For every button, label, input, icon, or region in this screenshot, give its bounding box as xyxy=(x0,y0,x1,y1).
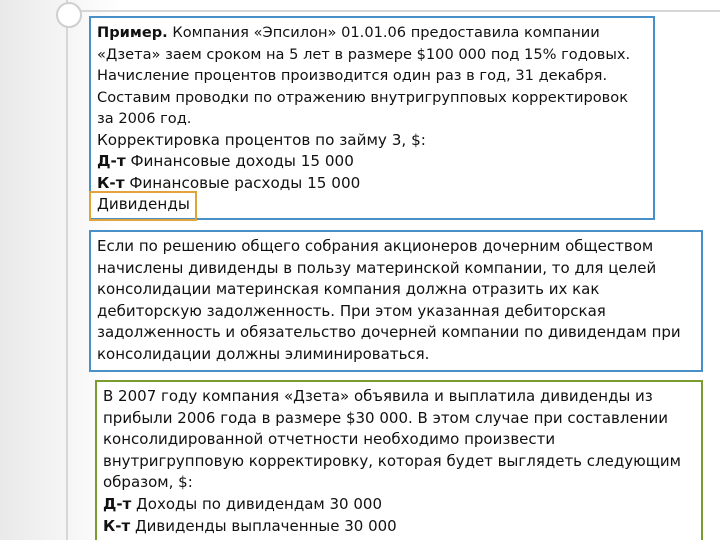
credit-prefix: К-т xyxy=(97,173,125,192)
dividends-explanation-text: Если по решению общего собрания акционеров дочерним обществом начислены дивиденды в пользу материнской компании, то для целей консолидации материнская компания должна отразить их как дебиторскую задолженность. При этом указанная дебиторская задолженность и обязательство дочерней компании по дивидендам при консолидации должны элиминироваться. xyxy=(97,237,681,363)
dividends-example-text: В 2007 году компания «Дзета» объявила и выплатила дивиденды из прибыли 2006 года в размере $30 000. В этом случае при составлении консолидированной отчетности необходимо произвести внутригрупповую корректировку, которая будет выглядеть следующим образом, $: xyxy=(103,387,681,492)
example-paragraph xyxy=(97,22,647,130)
dividends-debit-text: Доходы по дивидендам 30 000 xyxy=(131,494,382,513)
slide-frame-vertical-line xyxy=(66,0,68,540)
dividends-explanation-box xyxy=(89,230,703,372)
example-text-box xyxy=(89,16,655,220)
dividends-debit-prefix: Д-т xyxy=(103,494,132,513)
correction-heading: Корректировка процентов по займу 3, $: xyxy=(97,130,426,149)
dividends-credit-prefix: К-т xyxy=(103,516,131,535)
slide-frame-horizontal-line xyxy=(66,10,720,12)
dividends-highlight-box xyxy=(89,191,197,221)
dividends-example-box xyxy=(95,380,703,540)
example-label: Пример. xyxy=(97,24,168,41)
debit-entry xyxy=(97,151,647,173)
credit-text: Финансовые расходы 15 000 xyxy=(124,173,361,192)
debit-prefix: Д-т xyxy=(97,152,126,170)
dividends-debit-entry xyxy=(103,494,695,516)
example-text: Компания «Эпсилон» 01.01.06 предоставила компании «Дзета» заем сроком на 5 лет в размере $100 000 под 15% годовых. Начисление процентов производится один раз в год, 31 декабря. Составим проводки по отражению внутригрупповых корректировок за 2006 год. xyxy=(97,24,631,127)
dividends-label: Дивиденды xyxy=(97,195,190,213)
dividends-credit-entry xyxy=(103,516,695,538)
dividends-credit-text: Дивиденды выплаченные 30 000 xyxy=(130,516,397,535)
debit-text: Финансовые доходы 15 000 xyxy=(125,152,354,170)
slide-frame-ring xyxy=(56,2,82,28)
